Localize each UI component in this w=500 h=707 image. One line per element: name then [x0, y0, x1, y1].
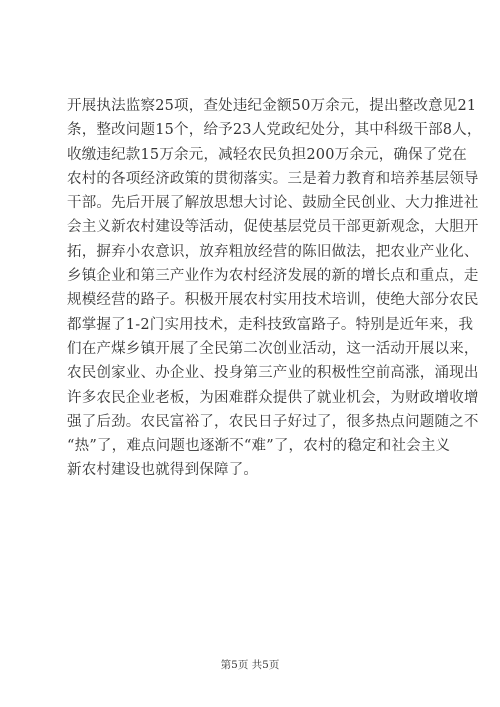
- text-line: 条，整改问题15个，给予23人党政纪处分，其中科级干部8人，: [67, 122, 482, 139]
- text-line: 收缴违纪款15万余元，减轻农民负担200万余元，确保了党在: [67, 146, 467, 163]
- text-line: 许多农民企业老板，为困难群众提供了就业机会，为财政增收增: [67, 389, 479, 406]
- text-line: 都掌握了1-2门实用技术，走科技致富路子。特别是近年来，我: [67, 316, 474, 333]
- text-line: “热”了，难点问题也逐渐不“难”了，农村的稳定和社会主义: [67, 438, 451, 455]
- body-paragraph: [67, 94, 482, 483]
- text-line: 农村的各项经济政策的贯彻落实。三是着力教育和培养基层领导: [67, 170, 479, 187]
- text-line: 拓，摒弃小农意识，放弃粗放经营的陈旧做法，把农业产业化、: [67, 243, 479, 260]
- text-line: 乡镇企业和第三产业作为农村经济发展的新的增长点和重点，走: [67, 268, 479, 285]
- text-line: 干部。先后开展了解放思想大讨论、鼓励全民创业、大力推进社: [67, 195, 479, 212]
- text-line: 会主义新农村建设等活动，促使基层党员干部更新观念，大胆开: [67, 219, 479, 236]
- text-line: 们在产煤乡镇开展了全民第二次创业活动，这一活动开展以来，: [67, 340, 479, 357]
- text-line: 规模经营的路子。积极开展农村实用技术培训，使绝大部分农民: [67, 292, 479, 309]
- text-line: 新农村建设也就得到保障了。: [67, 462, 259, 479]
- text-line: 开展执法监察25项，查处违纪金额50万余元，提出整改意见21: [67, 98, 477, 114]
- text-line: 农民创家业、办企业、投身第三产业的积极性空前高涨，涌现出: [67, 365, 479, 382]
- text-line: 强了后劲。农民富裕了，农民日子好过了，很多热点问题随之不: [67, 413, 479, 430]
- page-footer: 第5页 共5页: [220, 659, 280, 671]
